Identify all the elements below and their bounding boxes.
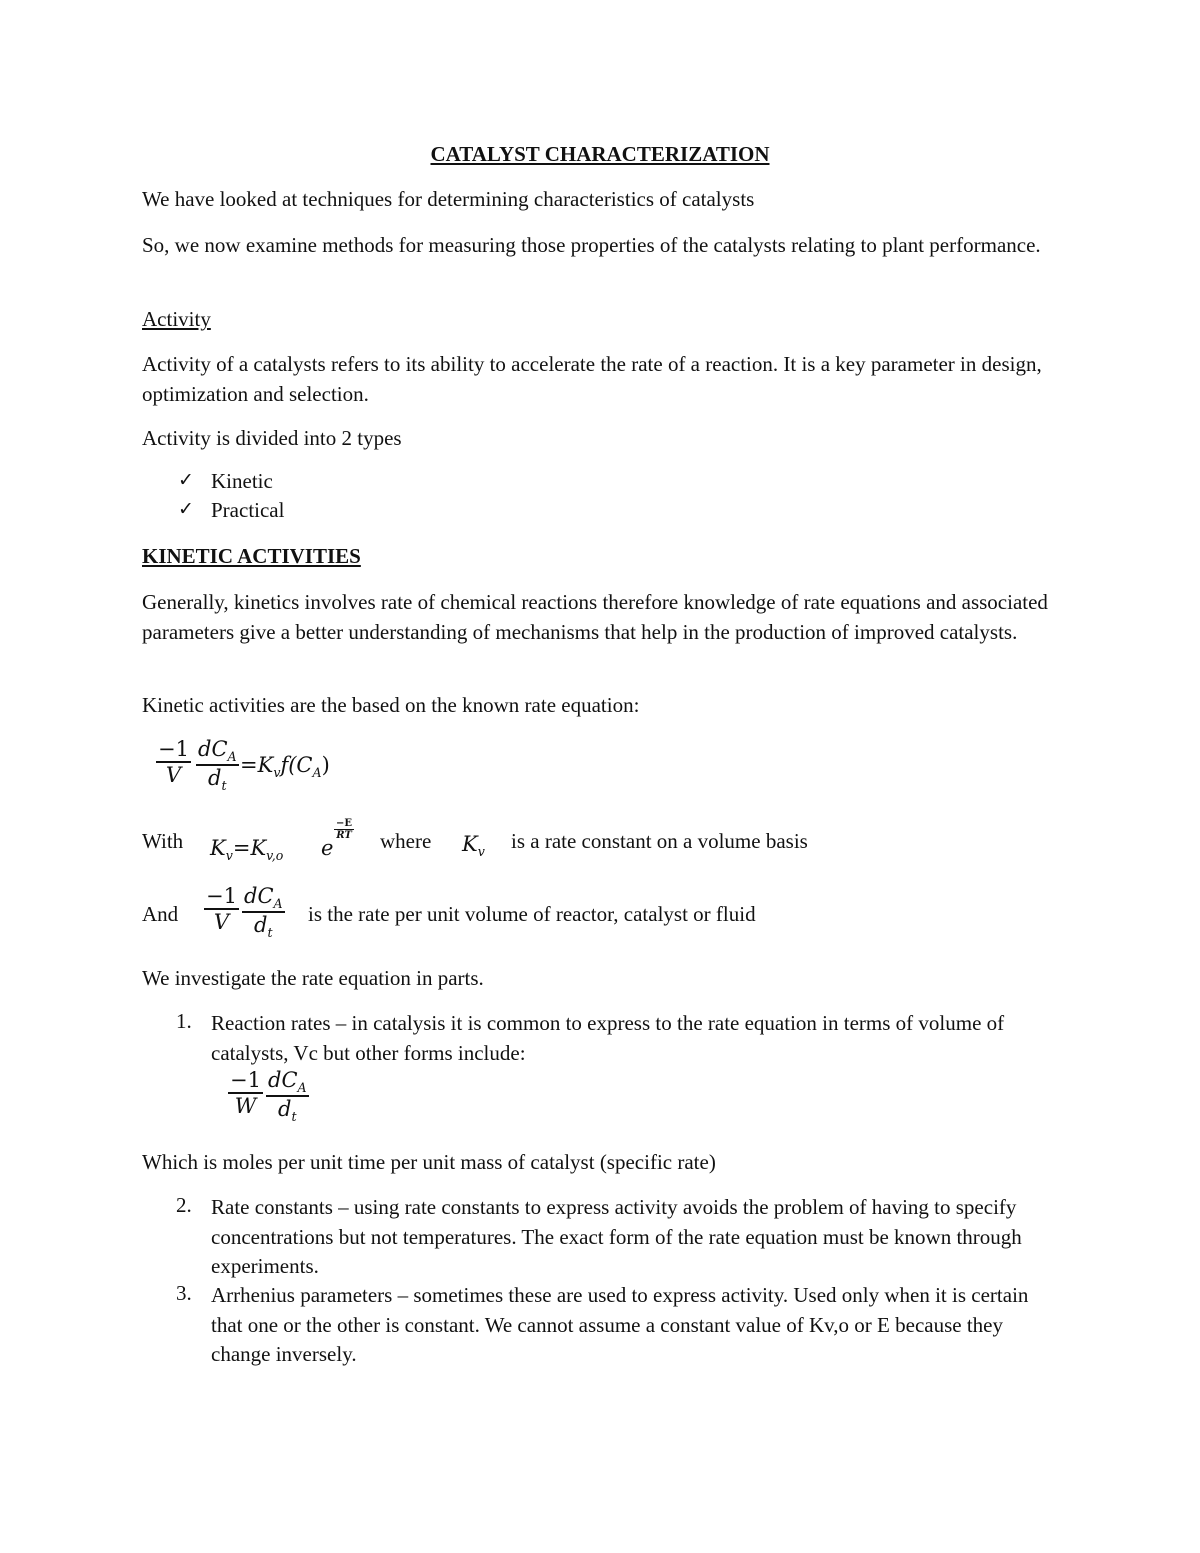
- with-label: With: [142, 829, 184, 853]
- kinetic-paragraph: Generally, kinetics involves rate of chemical reactions therefore knowledge of rate equations and associated parameters give a better understanding of mechanisms that help in the production of improved catalysts.: [142, 590, 1048, 644]
- list-item-label: Kinetic: [211, 469, 273, 493]
- kinetic-heading: KINETIC ACTIVITIES: [142, 544, 361, 568]
- rate-equation: [156, 737, 396, 801]
- list-item: [142, 498, 542, 528]
- document-title: CATALYST CHARACTERIZATION: [430, 142, 770, 166]
- where-label: where: [380, 829, 432, 853]
- checkmark-icon: ✓: [178, 469, 194, 491]
- fraction-neg-one-over-v: $\frac{-1}{V}$: [158, 737, 189, 787]
- kv-description: is a rate constant on a volume basis: [511, 829, 808, 853]
- and-description: is the rate per unit volume of reactor, catalyst or fluid: [308, 902, 756, 926]
- and-label: And: [142, 902, 179, 926]
- arrhenius-equation: $K_v=K_{v,o}$ e $\frac{-E}{RT}$: [210, 818, 353, 864]
- activity-types-intro: Activity is divided into 2 types: [142, 426, 402, 450]
- exponent-fraction: $\frac{-E}{RT}$: [336, 818, 353, 841]
- list-item: [142, 469, 542, 499]
- kinetic-rate-intro: Kinetic activities are the based on the known rate equation:: [142, 693, 640, 717]
- list-item: 1. Reaction rates – in catalysis it is common to express to the rate equation in terms of volume of catalysts, Vc but other forms include:: [176, 1009, 1005, 1065]
- list-item-label: Practical: [211, 498, 285, 522]
- intro-paragraph-2: So, we now examine methods for measuring those properties of the catalysts relating to plant performance.: [142, 233, 1041, 257]
- rate-expression: $\frac{-1}{V}$ $dC_A$ $d_t$: [206, 884, 283, 941]
- list-item: 3. Arrhenius parameters – sometimes these are used to express activity. Used only when it is certain that one or the other is constant. We cannot assume a constant value of Kv,o or E because they change inversely.: [176, 1281, 1029, 1366]
- list-item: 2. Rate constants – using rate constants to express activity avoids the problem of having to specify concentrations but not temperatures. The exact form of the rate equation must be known through experiments.: [176, 1193, 1022, 1278]
- rate-equation-rhs: $=K_vf(C_A)$: [240, 753, 330, 781]
- activity-heading: Activity: [142, 307, 211, 331]
- mass-rate-expression: $\frac{-1}{W}$ $dC_A$ $d_t$: [230, 1068, 307, 1125]
- checkmark-icon: ✓: [178, 498, 194, 520]
- activity-paragraph: Activity of a catalysts refers to its ability to accelerate the rate of a reaction. It is a key parameter in design, optimization and selection.: [142, 352, 1042, 406]
- intro-paragraph-1: We have looked at techniques for determining characteristics of catalysts: [142, 187, 755, 211]
- fraction-dca-over-dt: $dC_A$ $d_t$: [198, 737, 237, 794]
- investigate-paragraph: We investigate the rate equation in parts.: [142, 966, 484, 990]
- which-paragraph: Which is moles per unit time per unit mass of catalyst (specific rate): [142, 1150, 716, 1174]
- kv-symbol: $K_v$: [462, 832, 485, 860]
